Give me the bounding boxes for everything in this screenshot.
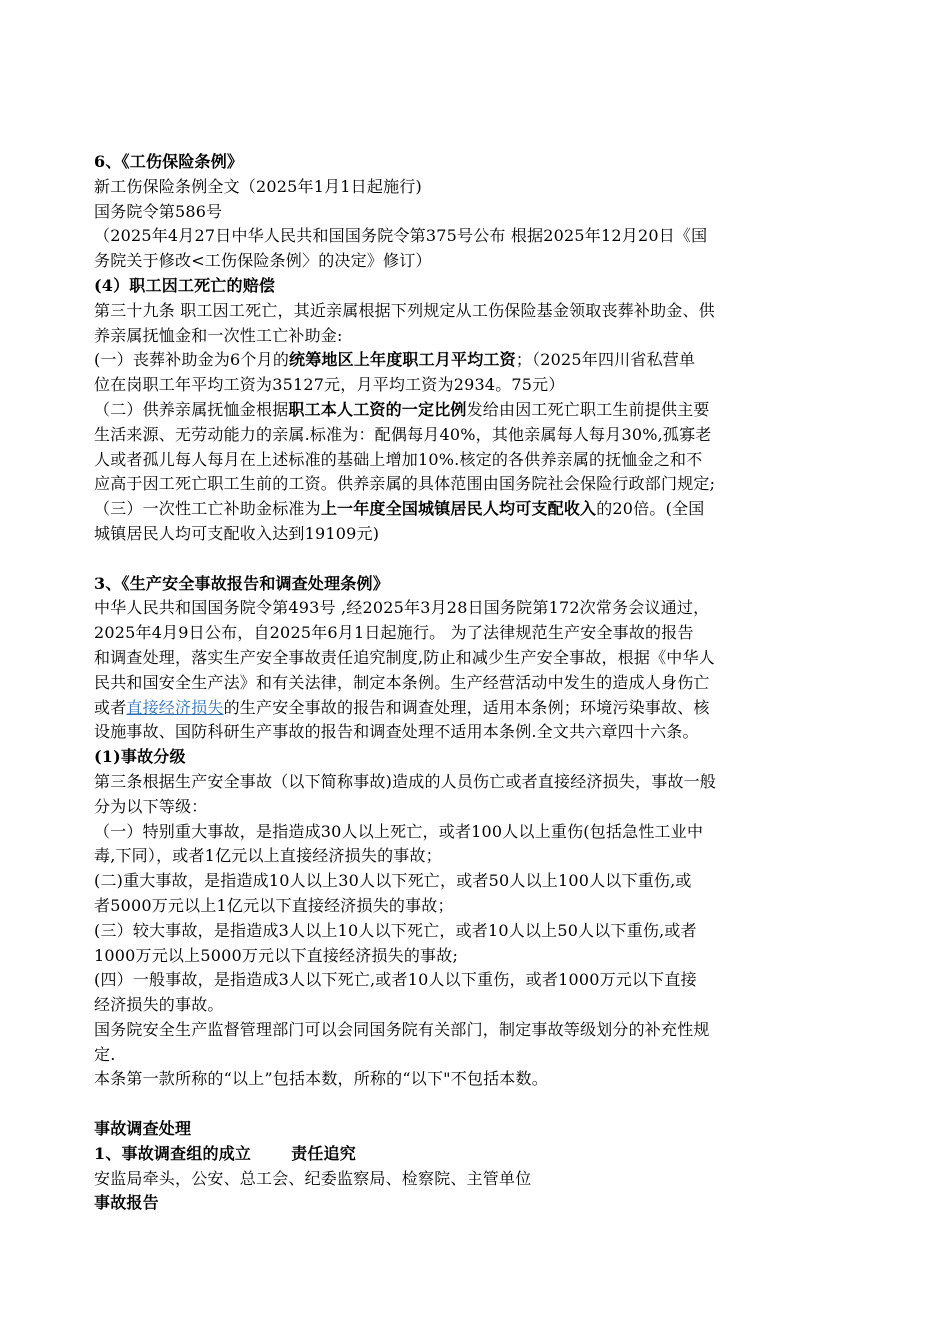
text-span: （三）一次性工亡补助金标准为: [94, 499, 321, 519]
text-line: 国务院令第586号: [94, 201, 223, 221]
text-span: 发给由因工死亡职工生前提供主要: [466, 399, 710, 419]
text-line: 务院关于修改<工伤保险条例〉的决定》修订）: [94, 251, 432, 271]
text-line: 第三条根据生产安全事故（以下简称事故)造成的人员伤亡或者直接经济损失，事故一般: [94, 771, 717, 791]
spacer: [94, 1092, 846, 1117]
direct-economic-loss-link[interactable]: 直接经济损失: [126, 697, 224, 717]
text-span: (一）丧葬补助金为6个月的: [94, 350, 290, 370]
text-line: 设施事故、国防科研生产事故的报告和调查处理不适用本条例.全文共六章四十六条。: [94, 722, 699, 742]
text-line: 应高于因工死亡职工生前的工资。供养亲属的具体范围由国务院社会保险行政部门规定;: [94, 474, 716, 494]
text-span: （二）供养亲属抚恤金根据: [94, 399, 289, 419]
subheading-accident-grading: (1)事故分级: [94, 747, 186, 767]
text-line: 养亲属抚恤金和一次性工亡补助金:: [94, 325, 343, 345]
section-heading-accident-regulation: 3、《生产安全事故报告和调查处理条例》: [94, 573, 389, 593]
subheading-accident-report: 事故报告: [94, 1193, 159, 1213]
text-span: 或者: [94, 697, 127, 717]
bold-emphasis: 统筹地区上年度职工月平均工资: [289, 350, 516, 370]
text-line: (二)重大事故，是指造成10人以上30人以下死亡，或者50人以上100人以下重伤,或: [94, 871, 692, 891]
text-line: 新工伤保险条例全文（2025年1月1日起施行): [94, 176, 422, 196]
text-line: 经济损失的事故。: [94, 995, 224, 1015]
text-line: 分为以下等级：: [94, 796, 208, 816]
text-line: (三）较大事故，是指造成3人以上10人以下死亡，或者10人以上50人以下重伤,或者: [94, 920, 697, 940]
document-page: [94, 150, 846, 1216]
bold-emphasis: 上一年度全国城镇居民人均可支配收入: [320, 499, 597, 519]
text-line: 中华人民共和国国务院令第493号 ,经2025年3月28日国务院第172次常务会议通过，: [94, 598, 710, 618]
text-line: 2025年4月9日公布，自2025年6月1日起施行。 为了法律规范生产安全事故的报告: [94, 623, 694, 643]
subheading-investigation-team: [94, 1142, 846, 1167]
text-line: 安监局牵头，公安、总工会、纪委监察局、检察院、主管单位: [94, 1168, 532, 1188]
text-span: ；（2025年四川省私营单: [515, 350, 696, 370]
subheading-death-compensation: (4）职工因工死亡的赔偿: [94, 275, 276, 295]
text-line: 位在岗职工年平均工资为35127元，月平均工资为2934。75元）: [94, 375, 565, 395]
text-line: 第三十九条 职工因工死亡，其近亲属根据下列规定从工伤保险基金领取丧葬补助金、供: [94, 300, 715, 320]
text-span: 的生产安全事故的报告和调查处理，适用本条例；环境污染事故、核: [223, 697, 710, 717]
text-line: 本条第一款所称的“以上”包括本数，所称的“以下"不包括本数。: [94, 1069, 548, 1089]
bold-emphasis: 职工本人工资的一定比例: [288, 399, 467, 419]
text-line: 1000万元以上5000万元以下直接经济损失的事故;: [94, 945, 459, 965]
text-line: 定.: [94, 1044, 116, 1064]
text-line: 生活来源、无劳动能力的亲属.标准为：配偶每月40%，其他亲属每人每月30%,孤寡老: [94, 424, 712, 444]
list-item-dependent-pension: [94, 398, 846, 423]
text-line: 国务院安全生产监督管理部门可以会同国务院有关部门，制定事故等级划分的补充性规: [94, 1019, 710, 1039]
section-heading-investigation: 事故调查处理: [94, 1119, 192, 1139]
spacer: [94, 547, 846, 572]
text-line: 和调查处理，落实生产安全事故责任追究制度,防止和减少生产安全事故，根据《中华人: [94, 647, 715, 667]
text-line: （2025年4月27日中华人民共和国国务院令第375号公布 根据2025年12月20日《国: [94, 226, 708, 246]
text-span: 责任追究: [291, 1143, 356, 1163]
text-line: （一）特别重大事故，是指造成30人以上死亡，或者100人以上重伤(包括急性工业中: [94, 821, 704, 841]
text-line: 人或者孤儿每人每月在上述标准的基础上增加10%.核定的各供养亲属的抚恤金之和不: [94, 449, 703, 469]
text-span: 的20倍。(全国: [596, 499, 705, 519]
text-line: (四）一般事故，是指造成3人以下死亡,或者10人以下重伤，或者1000万元以下直接: [94, 970, 697, 990]
text-line: 民共和国安全生产法》和有关法律，制定本条例。生产经营活动中发生的造成人身伤亡: [94, 672, 710, 692]
list-item-lump-sum-grant: [94, 497, 846, 522]
section-heading-work-injury: 6、《工伤保险条例》: [94, 152, 244, 171]
list-item-funeral-grant: [94, 348, 846, 373]
text-line: 者5000万元以上1亿元以下直接经济损失的事故；: [94, 895, 454, 915]
text-line: 城镇居民人均可支配收入达到19109元): [94, 523, 380, 543]
text-span: 1、事故调查组的成立: [94, 1143, 252, 1163]
text-line-with-link: [94, 696, 846, 721]
text-line: 毒,下同），或者1亿元以上直接经济损失的事故；: [94, 846, 442, 866]
